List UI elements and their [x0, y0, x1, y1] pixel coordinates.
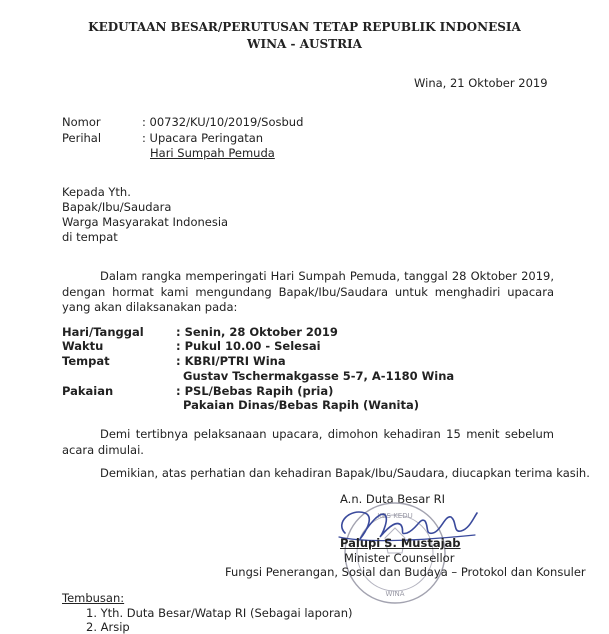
recipient-line-3: Warga Masyarakat Indonesia — [62, 215, 229, 229]
event-date-label: Hari/Tanggal — [62, 325, 144, 339]
signatory-department: Fungsi Penerangan, Sosial dan Budaya – Protokol dan Konsuler — [225, 565, 586, 579]
event-place-label: Tempat — [62, 354, 110, 368]
body-paragraph-2: Demi tertibnya pelaksanaan upacara, dimohon kehadiran 15 menit sebelum acara dimulai. — [62, 427, 554, 457]
event-place-value: : KBRI/PTRI Wina — [176, 354, 286, 368]
nomor-value: : 00732/KU/10/2019/Sosbud — [142, 115, 304, 129]
recipient-line-2: Bapak/Ibu/Saudara — [62, 200, 172, 214]
body-paragraph-3: Demikian, atas perhatian dan kehadiran Bapak/Ibu/Saudara, diucapkan terima kasih. — [100, 466, 590, 480]
recipient-line-1: Kepada Yth. — [62, 185, 131, 199]
signatory-name: Palupi S. Mustajab — [340, 536, 461, 550]
event-dress-label: Pakaian — [62, 384, 114, 398]
letterhead-title: KEDUTAAN BESAR/PERUTUSAN TETAP REPUBLIK INDONESIA — [88, 20, 521, 34]
perihal-label: Perihal — [62, 131, 102, 145]
perihal-value: : Upacara Peringatan — [142, 131, 264, 145]
cc-item-1: 1. Yth. Duta Besar/Watap RI (Sebagai laporan) — [86, 606, 353, 620]
cc-label: Tembusan: — [62, 591, 125, 605]
cc-item-2: 2. Arsip — [86, 620, 130, 634]
letterhead-subtitle: WINA - AUSTRIA — [247, 37, 362, 51]
event-place-value-2: Gustav Tschermakgasse 5-7, A-1180 Wina — [183, 369, 455, 383]
nomor-label: Nomor — [62, 115, 101, 129]
recipient-line-4: di tempat — [62, 230, 118, 244]
perihal-value-2: Hari Sumpah Pemuda — [150, 146, 275, 160]
event-dress-value: : PSL/Bebas Rapih (pria) — [176, 384, 334, 398]
stamp-bottom-text: WINA — [385, 590, 405, 598]
signatory-title: Minister Counsellor — [344, 551, 455, 565]
stamp-top-text: KBS KEDU — [377, 512, 413, 520]
event-time-value: : Pukul 10.00 - Selesai — [176, 339, 321, 353]
event-date-value: : Senin, 28 Oktober 2019 — [176, 325, 338, 339]
event-dress-value-2: Pakaian Dinas/Bebas Rapih (Wanita) — [183, 398, 419, 412]
on-behalf-text: A.n. Duta Besar RI — [340, 492, 446, 506]
body-paragraph-1: Dalam rangka memperingati Hari Sumpah Pemuda, tanggal 28 Oktober 2019, dengan hormat kami mengundang Bapak/Ibu/Saudara untuk menghadiri upacara yang akan dilaksanakan pada: — [62, 269, 554, 314]
event-time-label: Waktu — [62, 339, 104, 353]
letter-date: Wina, 21 Oktober 2019 — [414, 76, 548, 90]
